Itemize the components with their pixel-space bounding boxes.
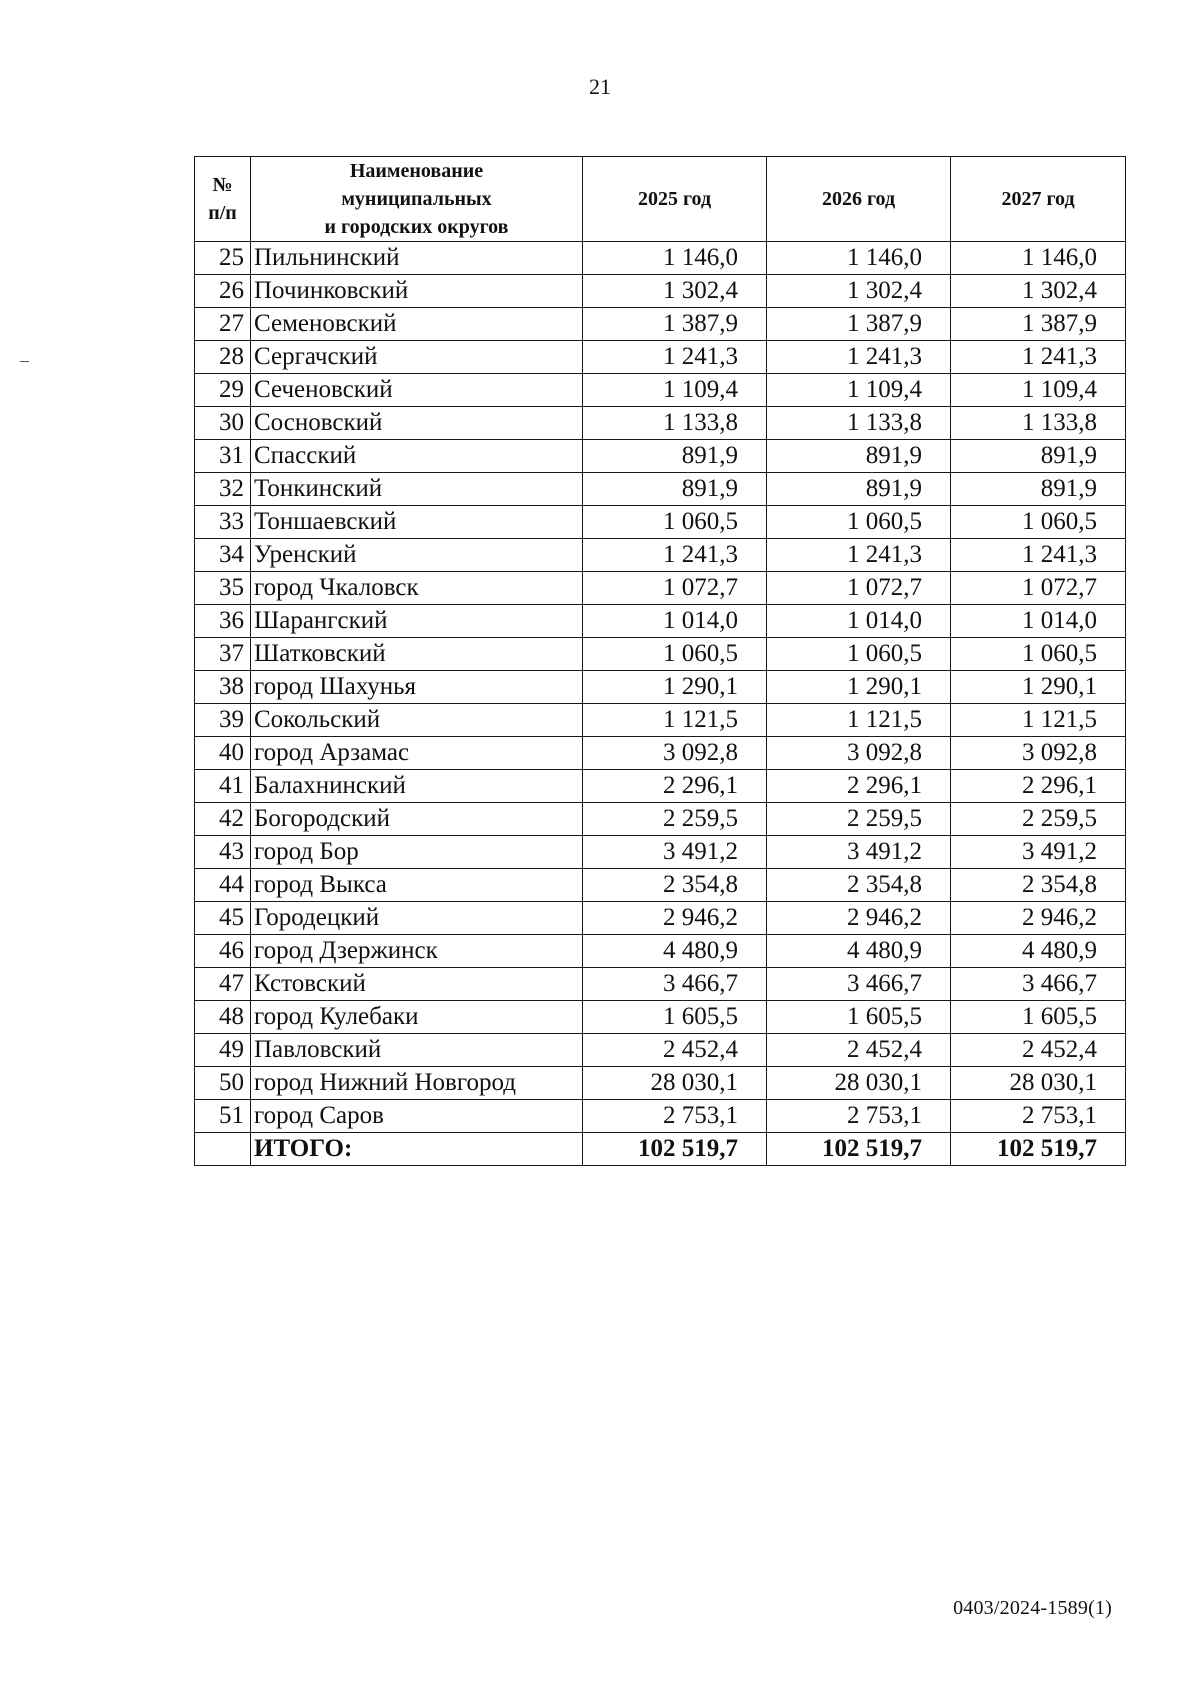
value-2027-cell: 1 290,1 bbox=[951, 671, 1126, 704]
row-number-cell: 40 bbox=[195, 737, 251, 770]
value-2025-cell: 1 014,0 bbox=[583, 605, 767, 638]
value-2026-cell: 1 241,3 bbox=[767, 341, 951, 374]
table-row bbox=[195, 275, 1126, 308]
table-row bbox=[195, 770, 1126, 803]
row-number-cell: 50 bbox=[195, 1067, 251, 1100]
value-2025-cell: 1 121,5 bbox=[583, 704, 767, 737]
table-row bbox=[195, 968, 1126, 1001]
total-label-cell: ИТОГО: bbox=[251, 1133, 583, 1166]
value-2025-cell: 2 946,2 bbox=[583, 902, 767, 935]
header-2025: 2025 год bbox=[583, 157, 767, 242]
header-2027: 2027 год bbox=[951, 157, 1126, 242]
value-2025-cell: 1 060,5 bbox=[583, 638, 767, 671]
value-2027-cell: 891,9 bbox=[951, 473, 1126, 506]
district-name-cell: Тонкинский bbox=[251, 473, 583, 506]
value-2026-cell: 1 060,5 bbox=[767, 506, 951, 539]
table-row bbox=[195, 836, 1126, 869]
value-2025-cell: 2 452,4 bbox=[583, 1034, 767, 1067]
district-name-cell: город Арзамас bbox=[251, 737, 583, 770]
value-2025-cell: 1 060,5 bbox=[583, 506, 767, 539]
value-2027-cell: 1 121,5 bbox=[951, 704, 1126, 737]
value-2025-cell: 1 133,8 bbox=[583, 407, 767, 440]
value-2025-cell: 3 092,8 bbox=[583, 737, 767, 770]
value-2027-cell: 2 946,2 bbox=[951, 902, 1126, 935]
value-2026-cell: 1 121,5 bbox=[767, 704, 951, 737]
district-name-cell: город Бор bbox=[251, 836, 583, 869]
table-body bbox=[195, 242, 1126, 1166]
district-name-cell: Шатковский bbox=[251, 638, 583, 671]
district-name-cell: город Чкаловск bbox=[251, 572, 583, 605]
value-2026-cell: 4 480,9 bbox=[767, 935, 951, 968]
value-2026-cell: 1 109,4 bbox=[767, 374, 951, 407]
table-row bbox=[195, 1034, 1126, 1067]
header-num bbox=[195, 157, 251, 242]
header-row bbox=[195, 157, 1126, 242]
value-2025-cell: 1 302,4 bbox=[583, 275, 767, 308]
value-2027-cell: 2 259,5 bbox=[951, 803, 1126, 836]
table-row bbox=[195, 308, 1126, 341]
value-2026-cell: 2 259,5 bbox=[767, 803, 951, 836]
header-num-line1: № bbox=[212, 174, 233, 196]
total-2026-cell: 102 519,7 bbox=[767, 1133, 951, 1166]
table-row bbox=[195, 1067, 1126, 1100]
value-2026-cell: 2 452,4 bbox=[767, 1034, 951, 1067]
row-number-cell: 34 bbox=[195, 539, 251, 572]
value-2026-cell: 28 030,1 bbox=[767, 1067, 951, 1100]
value-2026-cell: 3 092,8 bbox=[767, 737, 951, 770]
value-2026-cell: 1 290,1 bbox=[767, 671, 951, 704]
district-name-cell: Починковский bbox=[251, 275, 583, 308]
row-number-cell: 44 bbox=[195, 869, 251, 902]
district-name-cell: Сосновский bbox=[251, 407, 583, 440]
value-2027-cell: 2 753,1 bbox=[951, 1100, 1126, 1133]
page-number: 21 bbox=[589, 74, 611, 99]
row-number-cell: 51 bbox=[195, 1100, 251, 1133]
row-number-cell: 30 bbox=[195, 407, 251, 440]
value-2027-cell: 1 241,3 bbox=[951, 539, 1126, 572]
value-2027-cell: 3 466,7 bbox=[951, 968, 1126, 1001]
value-2025-cell: 1 241,3 bbox=[583, 341, 767, 374]
value-2026-cell: 2 354,8 bbox=[767, 869, 951, 902]
value-2025-cell: 1 072,7 bbox=[583, 572, 767, 605]
table-row bbox=[195, 506, 1126, 539]
row-number-cell: 29 bbox=[195, 374, 251, 407]
district-name-cell: Городецкий bbox=[251, 902, 583, 935]
value-2027-cell: 28 030,1 bbox=[951, 1067, 1126, 1100]
table-row bbox=[195, 704, 1126, 737]
district-name-cell: Пильнинский bbox=[251, 242, 583, 275]
row-number-cell: 37 bbox=[195, 638, 251, 671]
table-row bbox=[195, 737, 1126, 770]
value-2025-cell: 1 146,0 bbox=[583, 242, 767, 275]
district-name-cell: Сеченовский bbox=[251, 374, 583, 407]
header-name bbox=[251, 157, 583, 242]
row-number-cell: 38 bbox=[195, 671, 251, 704]
header-2026: 2026 год bbox=[767, 157, 951, 242]
table-row bbox=[195, 572, 1126, 605]
value-2027-cell: 1 146,0 bbox=[951, 242, 1126, 275]
value-2026-cell: 1 072,7 bbox=[767, 572, 951, 605]
value-2026-cell: 1 146,0 bbox=[767, 242, 951, 275]
district-name-cell: город Кулебаки bbox=[251, 1001, 583, 1034]
district-name-cell: Богородский bbox=[251, 803, 583, 836]
value-2025-cell: 4 480,9 bbox=[583, 935, 767, 968]
row-number-cell: 41 bbox=[195, 770, 251, 803]
value-2026-cell: 1 060,5 bbox=[767, 638, 951, 671]
table-row bbox=[195, 638, 1126, 671]
value-2026-cell: 891,9 bbox=[767, 440, 951, 473]
value-2027-cell: 1 109,4 bbox=[951, 374, 1126, 407]
table-row bbox=[195, 407, 1126, 440]
header-num-line2: п/п bbox=[208, 202, 237, 224]
value-2027-cell: 1 302,4 bbox=[951, 275, 1126, 308]
row-number-cell: 35 bbox=[195, 572, 251, 605]
district-name-cell: Шарангский bbox=[251, 605, 583, 638]
district-name-cell: Уренский bbox=[251, 539, 583, 572]
table-row bbox=[195, 473, 1126, 506]
allocation-table-wrapper bbox=[194, 156, 1126, 1166]
district-name-cell: Кстовский bbox=[251, 968, 583, 1001]
value-2027-cell: 3 491,2 bbox=[951, 836, 1126, 869]
document-code: 0403/2024-1589(1) bbox=[953, 1597, 1112, 1619]
table-row bbox=[195, 341, 1126, 374]
row-number-cell: 42 bbox=[195, 803, 251, 836]
value-2025-cell: 2 354,8 bbox=[583, 869, 767, 902]
value-2026-cell: 1 605,5 bbox=[767, 1001, 951, 1034]
value-2025-cell: 1 290,1 bbox=[583, 671, 767, 704]
value-2025-cell: 891,9 bbox=[583, 473, 767, 506]
table-row bbox=[195, 671, 1126, 704]
value-2027-cell: 1 133,8 bbox=[951, 407, 1126, 440]
table-row bbox=[195, 869, 1126, 902]
allocation-table bbox=[194, 156, 1126, 1166]
row-number-cell: 43 bbox=[195, 836, 251, 869]
header-name-line3: и городских округов bbox=[324, 216, 509, 238]
district-name-cell: Спасский bbox=[251, 440, 583, 473]
header-name-line1: Наименование bbox=[349, 160, 484, 182]
value-2027-cell: 1 605,5 bbox=[951, 1001, 1126, 1034]
value-2025-cell: 1 605,5 bbox=[583, 1001, 767, 1034]
table-row bbox=[195, 935, 1126, 968]
district-name-cell: город Нижний Новгород bbox=[251, 1067, 583, 1100]
district-name-cell: Тоншаевский bbox=[251, 506, 583, 539]
total-2025-cell: 102 519,7 bbox=[583, 1133, 767, 1166]
margin-mark bbox=[20, 361, 29, 362]
value-2026-cell: 891,9 bbox=[767, 473, 951, 506]
district-name-cell: Семеновский bbox=[251, 308, 583, 341]
row-number-cell: 32 bbox=[195, 473, 251, 506]
table-row bbox=[195, 539, 1126, 572]
value-2027-cell: 1 241,3 bbox=[951, 341, 1126, 374]
total-2027-cell: 102 519,7 bbox=[951, 1133, 1126, 1166]
value-2027-cell: 1 060,5 bbox=[951, 638, 1126, 671]
district-name-cell: Балахнинский bbox=[251, 770, 583, 803]
row-number-cell: 28 bbox=[195, 341, 251, 374]
value-2026-cell: 2 753,1 bbox=[767, 1100, 951, 1133]
value-2025-cell: 1 387,9 bbox=[583, 308, 767, 341]
row-number-cell: 45 bbox=[195, 902, 251, 935]
value-2027-cell: 3 092,8 bbox=[951, 737, 1126, 770]
value-2027-cell: 2 452,4 bbox=[951, 1034, 1126, 1067]
value-2027-cell: 1 014,0 bbox=[951, 605, 1126, 638]
value-2025-cell: 1 109,4 bbox=[583, 374, 767, 407]
value-2025-cell: 3 466,7 bbox=[583, 968, 767, 1001]
table-row bbox=[195, 803, 1126, 836]
row-number-cell: 25 bbox=[195, 242, 251, 275]
table-row bbox=[195, 374, 1126, 407]
value-2026-cell: 1 241,3 bbox=[767, 539, 951, 572]
district-name-cell: Павловский bbox=[251, 1034, 583, 1067]
table-row bbox=[195, 1001, 1126, 1034]
row-number-cell: 26 bbox=[195, 275, 251, 308]
row-number-cell: 47 bbox=[195, 968, 251, 1001]
value-2027-cell: 891,9 bbox=[951, 440, 1126, 473]
value-2026-cell: 1 133,8 bbox=[767, 407, 951, 440]
value-2025-cell: 1 241,3 bbox=[583, 539, 767, 572]
district-name-cell: город Выкса bbox=[251, 869, 583, 902]
value-2026-cell: 2 296,1 bbox=[767, 770, 951, 803]
value-2027-cell: 1 072,7 bbox=[951, 572, 1126, 605]
row-number-cell: 48 bbox=[195, 1001, 251, 1034]
row-number-cell: 39 bbox=[195, 704, 251, 737]
district-name-cell: Сергачский bbox=[251, 341, 583, 374]
value-2025-cell: 2 296,1 bbox=[583, 770, 767, 803]
table-row bbox=[195, 1100, 1126, 1133]
value-2026-cell: 1 387,9 bbox=[767, 308, 951, 341]
value-2026-cell: 2 946,2 bbox=[767, 902, 951, 935]
district-name-cell: город Дзержинск bbox=[251, 935, 583, 968]
value-2025-cell: 2 259,5 bbox=[583, 803, 767, 836]
value-2026-cell: 3 466,7 bbox=[767, 968, 951, 1001]
table-row bbox=[195, 902, 1126, 935]
value-2027-cell: 1 060,5 bbox=[951, 506, 1126, 539]
total-number-cell bbox=[195, 1133, 251, 1166]
table-row bbox=[195, 440, 1126, 473]
value-2027-cell: 2 296,1 bbox=[951, 770, 1126, 803]
row-number-cell: 46 bbox=[195, 935, 251, 968]
table-row bbox=[195, 605, 1126, 638]
value-2026-cell: 1 014,0 bbox=[767, 605, 951, 638]
district-name-cell: город Саров bbox=[251, 1100, 583, 1133]
value-2027-cell: 1 387,9 bbox=[951, 308, 1126, 341]
value-2025-cell: 891,9 bbox=[583, 440, 767, 473]
value-2025-cell: 2 753,1 bbox=[583, 1100, 767, 1133]
row-number-cell: 27 bbox=[195, 308, 251, 341]
total-row bbox=[195, 1133, 1126, 1166]
value-2027-cell: 2 354,8 bbox=[951, 869, 1126, 902]
district-name-cell: город Шахунья bbox=[251, 671, 583, 704]
value-2025-cell: 28 030,1 bbox=[583, 1067, 767, 1100]
value-2026-cell: 3 491,2 bbox=[767, 836, 951, 869]
row-number-cell: 31 bbox=[195, 440, 251, 473]
district-name-cell: Сокольский bbox=[251, 704, 583, 737]
row-number-cell: 33 bbox=[195, 506, 251, 539]
row-number-cell: 49 bbox=[195, 1034, 251, 1067]
table-row bbox=[195, 242, 1126, 275]
value-2025-cell: 3 491,2 bbox=[583, 836, 767, 869]
row-number-cell: 36 bbox=[195, 605, 251, 638]
value-2027-cell: 4 480,9 bbox=[951, 935, 1126, 968]
header-name-line2: муниципальных bbox=[341, 188, 492, 210]
value-2026-cell: 1 302,4 bbox=[767, 275, 951, 308]
